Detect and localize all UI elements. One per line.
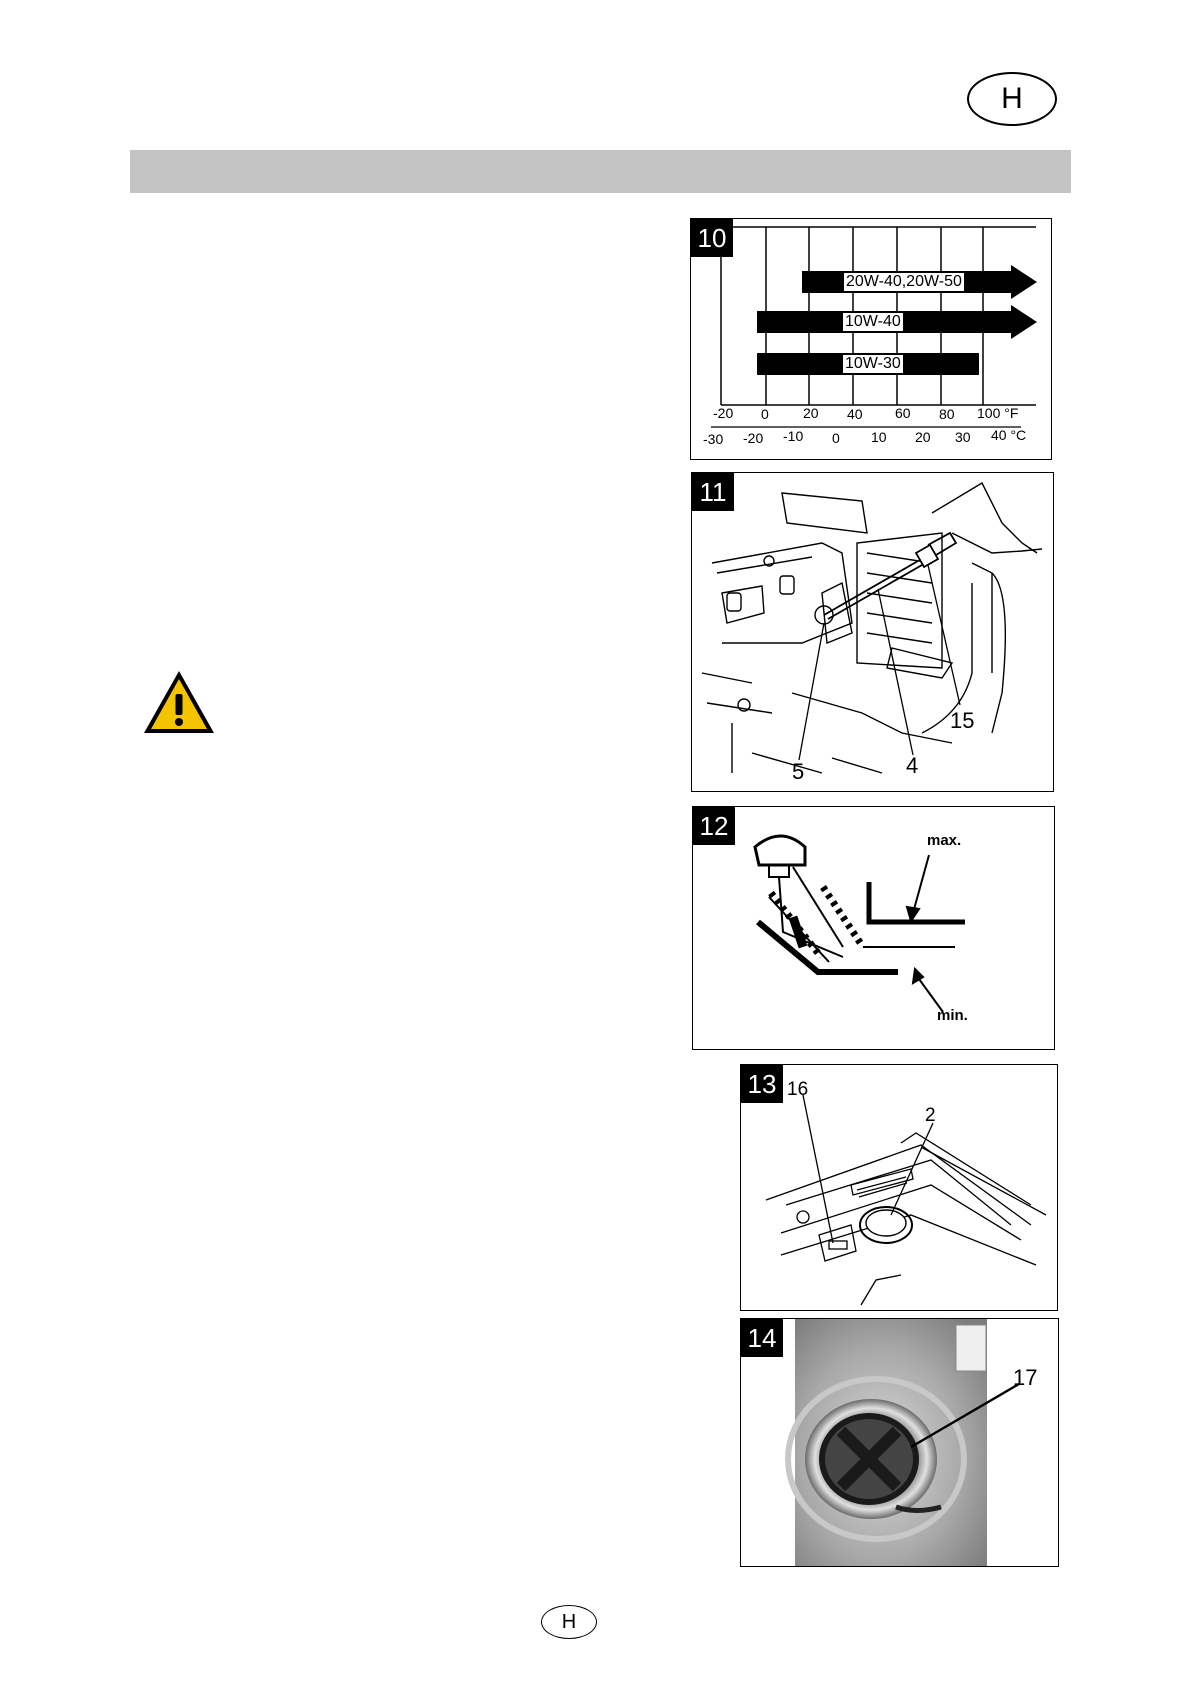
figure-14-fuel-filler-photo [740, 1318, 1059, 1567]
oil-grade-label: 20W-40,20W-50 [846, 273, 962, 290]
language-badge-top [967, 72, 1057, 126]
viscosity-grid [691, 219, 1051, 459]
oil-level-illustration [693, 807, 1054, 1049]
oil-grade-bar-20w40-20w50 [802, 271, 1012, 293]
fahrenheit-tick: 60 [895, 405, 911, 421]
figure-10-oil-viscosity-chart [690, 218, 1052, 460]
celsius-tick: -30 [703, 431, 724, 447]
fahrenheit-tick: 20 [803, 405, 819, 421]
arrow-right-icon [1011, 265, 1037, 299]
figure-11-dipstick-drawing [691, 472, 1054, 792]
figure-number: 14 [741, 1319, 783, 1357]
engine-dipstick-illustration [692, 473, 1053, 791]
fahrenheit-tick: -20 [713, 405, 734, 421]
fahrenheit-tick: 0 [761, 406, 769, 422]
fahrenheit-tick: 80 [939, 406, 955, 422]
figure-number: 13 [741, 1065, 783, 1103]
oil-grade-bar-10w40 [757, 311, 1012, 333]
oil-grade-label: 10W-30 [845, 355, 901, 372]
celsius-tick: 0 [832, 430, 840, 446]
figure-number: 11 [692, 473, 734, 511]
callout-label: 16 [787, 1079, 809, 1100]
celsius-tick: 40 °C [991, 427, 1027, 443]
fahrenheit-tick: 100 °F [977, 405, 1019, 421]
figure-number: 10 [691, 219, 733, 257]
max-level-label: max. [927, 832, 962, 849]
callout-label: 2 [925, 1105, 936, 1126]
celsius-tick: -20 [743, 430, 764, 446]
warning-icon [141, 668, 217, 736]
figure-13-fuel-tank-top [740, 1064, 1058, 1311]
callout-label: 5 [792, 759, 805, 784]
oil-grade-label: 10W-40 [845, 313, 901, 330]
language-code: H [1001, 82, 1023, 115]
celsius-tick: -10 [783, 428, 804, 444]
figure-12-oil-level [692, 806, 1055, 1050]
fuel-filler-photo [741, 1319, 1058, 1566]
language-badge-bottom [541, 1605, 597, 1639]
celsius-tick: 10 [871, 429, 887, 445]
section-header-bar [130, 150, 1071, 193]
language-code: H [561, 1610, 577, 1633]
min-level-label: min. [937, 1007, 968, 1024]
callout-label: 17 [1013, 1365, 1038, 1390]
celsius-tick: 30 [955, 429, 971, 445]
fahrenheit-tick: 40 [847, 406, 863, 422]
oil-grade-bar-10w30 [757, 353, 979, 375]
arrow-right-icon [1011, 305, 1037, 339]
callout-label: 4 [906, 753, 919, 778]
figure-number: 12 [693, 807, 735, 845]
fuel-tank-illustration [741, 1065, 1057, 1310]
celsius-tick: 20 [915, 429, 931, 445]
callout-label: 15 [950, 708, 975, 733]
